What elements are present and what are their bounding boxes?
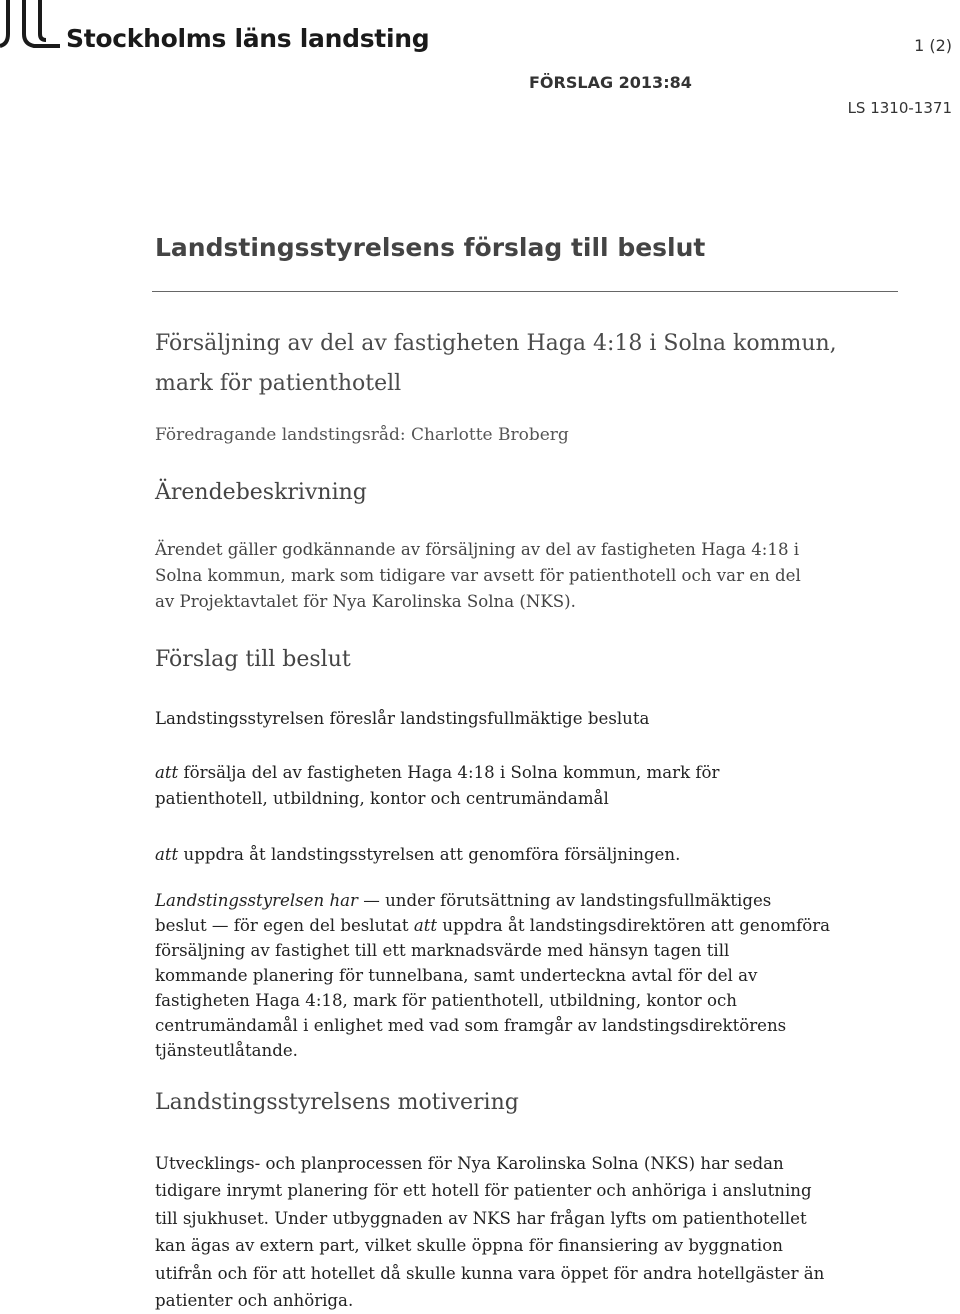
paragraph-line: försäljning av fastighet till ett marknadsvärde med hänsyn tagen till <box>155 941 730 960</box>
paragraph-line: fastigheten Haga 4:18, mark för patienthotell, utbildning, kontor och <box>155 991 737 1010</box>
paragraph-line <box>155 888 830 913</box>
motivation-paragraph <box>155 1150 824 1314</box>
proposal-intro: Landstingsstyrelsen föreslår landstingsfullmäktige besluta <box>155 709 650 728</box>
subject-line: Försäljning av del av fastigheten Haga 4:18 i Solna kommun, <box>155 331 837 356</box>
paragraph-line: Utvecklings- och planprocessen för Nya Karolinska Solna (NKS) har sedan <box>155 1154 784 1173</box>
paragraph-line: utifrån och för att hotellet då skulle kunna vara öppet för andra hotellgäster än <box>155 1263 825 1283</box>
clause-text: uppdra åt landstingsdirektören att genomföra <box>437 916 831 935</box>
paragraph-line: till sjukhuset. Under utbyggnaden av NKS har frågan lyfts om patienthotellet <box>155 1208 807 1228</box>
att-keyword: att <box>155 763 179 782</box>
page-number: 1 (2) <box>914 36 952 55</box>
subject-heading <box>155 324 915 404</box>
clause-text: beslut — för egen del beslutat <box>155 916 414 935</box>
title-divider <box>152 291 898 292</box>
proposal-id: FÖRSLAG 2013:84 <box>529 73 692 92</box>
clause-text: — under förutsättning av landstingsfullmäktiges <box>357 891 772 910</box>
paragraph-line: Solna kommun, mark som tidigare var avsett för patienthotell och var en del <box>155 566 801 585</box>
sll-logo <box>0 0 60 54</box>
paragraph-line: kommande planering för tunnelbana, samt underteckna avtal för del av <box>155 966 758 985</box>
document-title: Landstingsstyrelsens förslag till beslut <box>155 233 706 262</box>
board-decision-paragraph <box>155 888 830 1063</box>
paragraph-line: tjänsteutlåtande. <box>155 1041 298 1060</box>
paragraph-line: centrumändamål i enlighet med vad som framgår av landstingsdirektörens <box>155 1016 787 1035</box>
att-clause-2 <box>155 842 680 868</box>
paragraph-line <box>155 760 719 786</box>
att-keyword: att <box>413 916 438 935</box>
description-paragraph <box>155 537 801 615</box>
paragraph-line: kan ägas av extern part, vilket skulle öppna för finansiering av byggnation <box>155 1236 783 1256</box>
att-keyword: att <box>155 845 179 864</box>
presenter: Föredragande landstingsråd: Charlotte Broberg <box>155 425 569 445</box>
paragraph-line: patienter och anhöriga. <box>155 1291 354 1311</box>
paragraph-line: av Projektavtalet för Nya Karolinska Solna (NKS). <box>155 592 576 611</box>
subject-line: mark för patienthotell <box>155 371 402 396</box>
sll-logo-icon <box>0 0 60 50</box>
att-clause-1 <box>155 760 719 812</box>
clause-text: uppdra åt landstingsstyrelsen att genomföra försäljningen. <box>178 845 681 864</box>
paragraph-line: Ärendet gäller godkännande av försäljning av del av fastigheten Haga 4:18 i <box>155 540 800 559</box>
board-keyword: Landstingsstyrelsen har <box>155 891 358 910</box>
paragraph-line: tidigare inrymt planering för ett hotell för patienter och anhöriga i anslutning <box>155 1181 812 1201</box>
paragraph-line <box>155 913 830 938</box>
motivation-heading: Landstingsstyrelsens motivering <box>155 1090 519 1115</box>
case-number: LS 1310-1371 <box>847 99 952 117</box>
proposal-heading: Förslag till beslut <box>155 647 351 672</box>
paragraph-line: patienthotell, utbildning, kontor och centrumändamål <box>155 789 609 808</box>
paragraph-line <box>155 842 680 868</box>
organization-name: Stockholms läns landsting <box>66 24 430 53</box>
description-heading: Ärendebeskrivning <box>155 480 367 505</box>
clause-text: försälja del av fastigheten Haga 4:18 i Solna kommun, mark för <box>178 763 720 782</box>
